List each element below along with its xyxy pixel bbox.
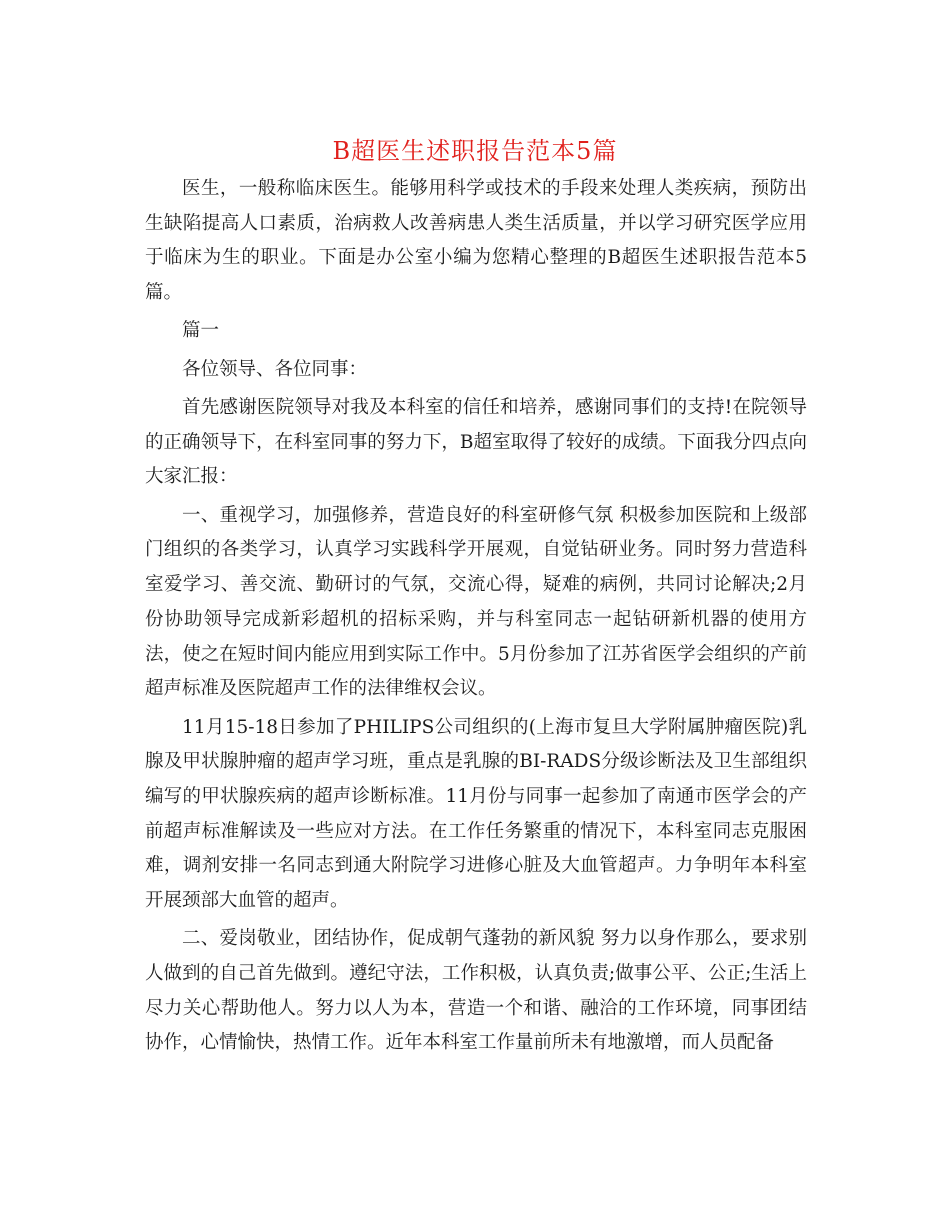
paragraph-intro: 医生，一般称临床医生。能够用科学或技术的手段来处理人类疾病，预防出生缺陷提高人口素质，治病救人改善病患人类生活质量，并以学习研究医学应用于临床为生的职业。下面是办公室小编为您精心整理的B超医生述职报告范本5篇。 [145, 178, 807, 304]
paragraph-training: 11月15-18日参加了PHILIPS公司组织的(上海市复旦大学附属肿瘤医院)乳腺及甲状腺肿瘤的超声学习班，重点是乳腺的BI-RADS分级诊断法及卫生部组织编写的甲状腺疾病的超声诊断标准。11月份与同事一起参加了南通市医学会的产前超声标准解读及一些应对方法。在工作任务繁重的情况下，本科室同志克服困难，调剂安排一名同志到通大附院学习进修心脏及大血管超声。力争明年本科室开展颈部大血管的超声。 [145, 716, 807, 912]
paragraph-point-two: 二、爱岗敬业，团结协作，促成朝气蓬勃的新风貌 努力以身作那么，要求别人做到的自己首先做到。遵纪守法，工作积极，认真负责;做事公平、公正;生活上尽力关心帮助他人。努力以人为本，营造一个和谐、融洽的工作环境，同事团结协作，心情愉快，热情工作。近年本科室工作量前所未有地激增，而人员配备 [145, 928, 807, 1054]
document-body [145, 172, 807, 1065]
paragraph-section-label: 篇一 [182, 320, 220, 342]
document-title: B超医生述职报告范本5篇 [332, 137, 618, 165]
paragraph-salutation: 各位领导、各位同事： [182, 358, 368, 380]
paragraph-opening: 首先感谢医院领导对我及本科室的信任和培养，感谢同事们的支持!在院领导的正确领导下，在科室同事的努力下，B超室取得了较好的成绩。下面我分四点向大家汇报： [145, 397, 807, 488]
paragraph-point-one: 一、重视学习，加强修养，营造良好的科室研修气氛 积极参加医院和上级部门组织的各类学习，认真学习实践科学开展观，自觉钻研业务。同时努力营造科室爱学习、善交流、勤研讨的气氛，交流心得，疑难的病例，共同讨论解决;2月份协助领导完成新彩超机的招标采购，并与科室同志一起钻研新机器的使用方法，使之在短时间内能应用到实际工作中。5月份参加了江苏省医学会组织的产前超声标准及医院超声工作的法律维权会议。 [145, 504, 807, 700]
